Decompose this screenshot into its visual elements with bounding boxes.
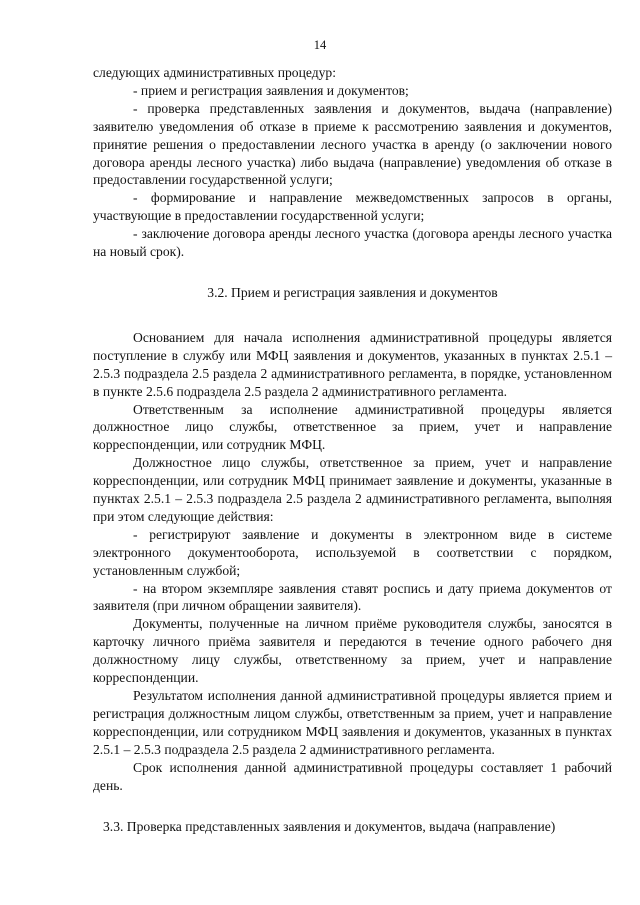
intro-lead: следующих административных процедур:	[93, 65, 336, 80]
paragraph: Ответственным за исполнение административной процедуры является должностное лицо службы, ответственное за прием, учет и направление корреспонденции, или сотрудник МФЦ.	[93, 401, 612, 453]
page-number: 14	[313, 38, 327, 52]
paragraph: Основанием для начала исполнения административной процедуры является поступление в службу или МФЦ заявления и документов, указанных в пунктах 2.5.1 – 2.5.3 подраздела 2.5 раздела 2 административного регламента, в порядке, установленном в пункте 2.5.6 подраздела 2.5 раздела 2 административного регламента.	[93, 329, 612, 399]
document-body	[93, 64, 612, 836]
paragraph: Должностное лицо службы, ответственное за прием, учет и направление корреспонденции, или сотрудник МФЦ принимает заявление и документы, указанные в пунктах 2.5.1 – 2.5.3 подраздела 2.5 раздела 2 административного регламента, выполняя при этом следующие действия:	[93, 455, 612, 524]
list-item: - заключение договора аренды лесного участка (договора аренды лесного участка на новый срок).	[93, 226, 612, 260]
list-item: - прием и регистрация заявления и документов;	[133, 82, 409, 98]
list-item: - проверка представленных заявления и документов, выдача (направление) заявителю уведомления об отказе в приеме к рассмотрению заявления и документов, принятие решения о предоставлении лесного участка в аренду (о заключении нового договора аренды лесного участка) либо выдача (направление) уведомления об отказе в предоставлении государственной услуги;	[93, 100, 612, 188]
paragraph: Срок исполнения данной административной процедуры составляет 1 рабочий день.	[93, 759, 612, 793]
paragraph: Документы, полученные на личном приёме руководителя службы, заносятся в карточку личного приёма заявителя и передаются в течение одного рабочего дня должностному лицу службы, ответственному за прием, учет и направление корреспонденции.	[93, 616, 612, 686]
section-heading-3-2: 3.2. Прием и регистрация заявления и документов	[207, 284, 498, 300]
section-heading-3-3: 3.3. Проверка представленных заявления и документов, выдача (направление)	[103, 819, 556, 835]
list-item: - регистрируют заявление и документы в электронном виде в системе электронного документооборота, используемой в соответствии с порядком, установленным службой;	[93, 526, 612, 578]
paragraph: Результатом исполнения данной административной процедуры является прием и регистрация должностным лицом службы, ответственным за прием, учет и направление корреспонденции, или сотрудником МФЦ заявления и документов, указанных в пунктах 2.5.1 – 2.5.3 подраздела 2.5 раздела 2 административного регламента.	[93, 688, 612, 757]
list-item: - на втором экземпляре заявления ставят роспись и дату приема документов от заявителя (при личном обращении заявителя).	[93, 580, 612, 614]
list-item: - формирование и направление межведомственных запросов в органы, участвующие в предоставлении государственной услуги;	[93, 190, 612, 224]
